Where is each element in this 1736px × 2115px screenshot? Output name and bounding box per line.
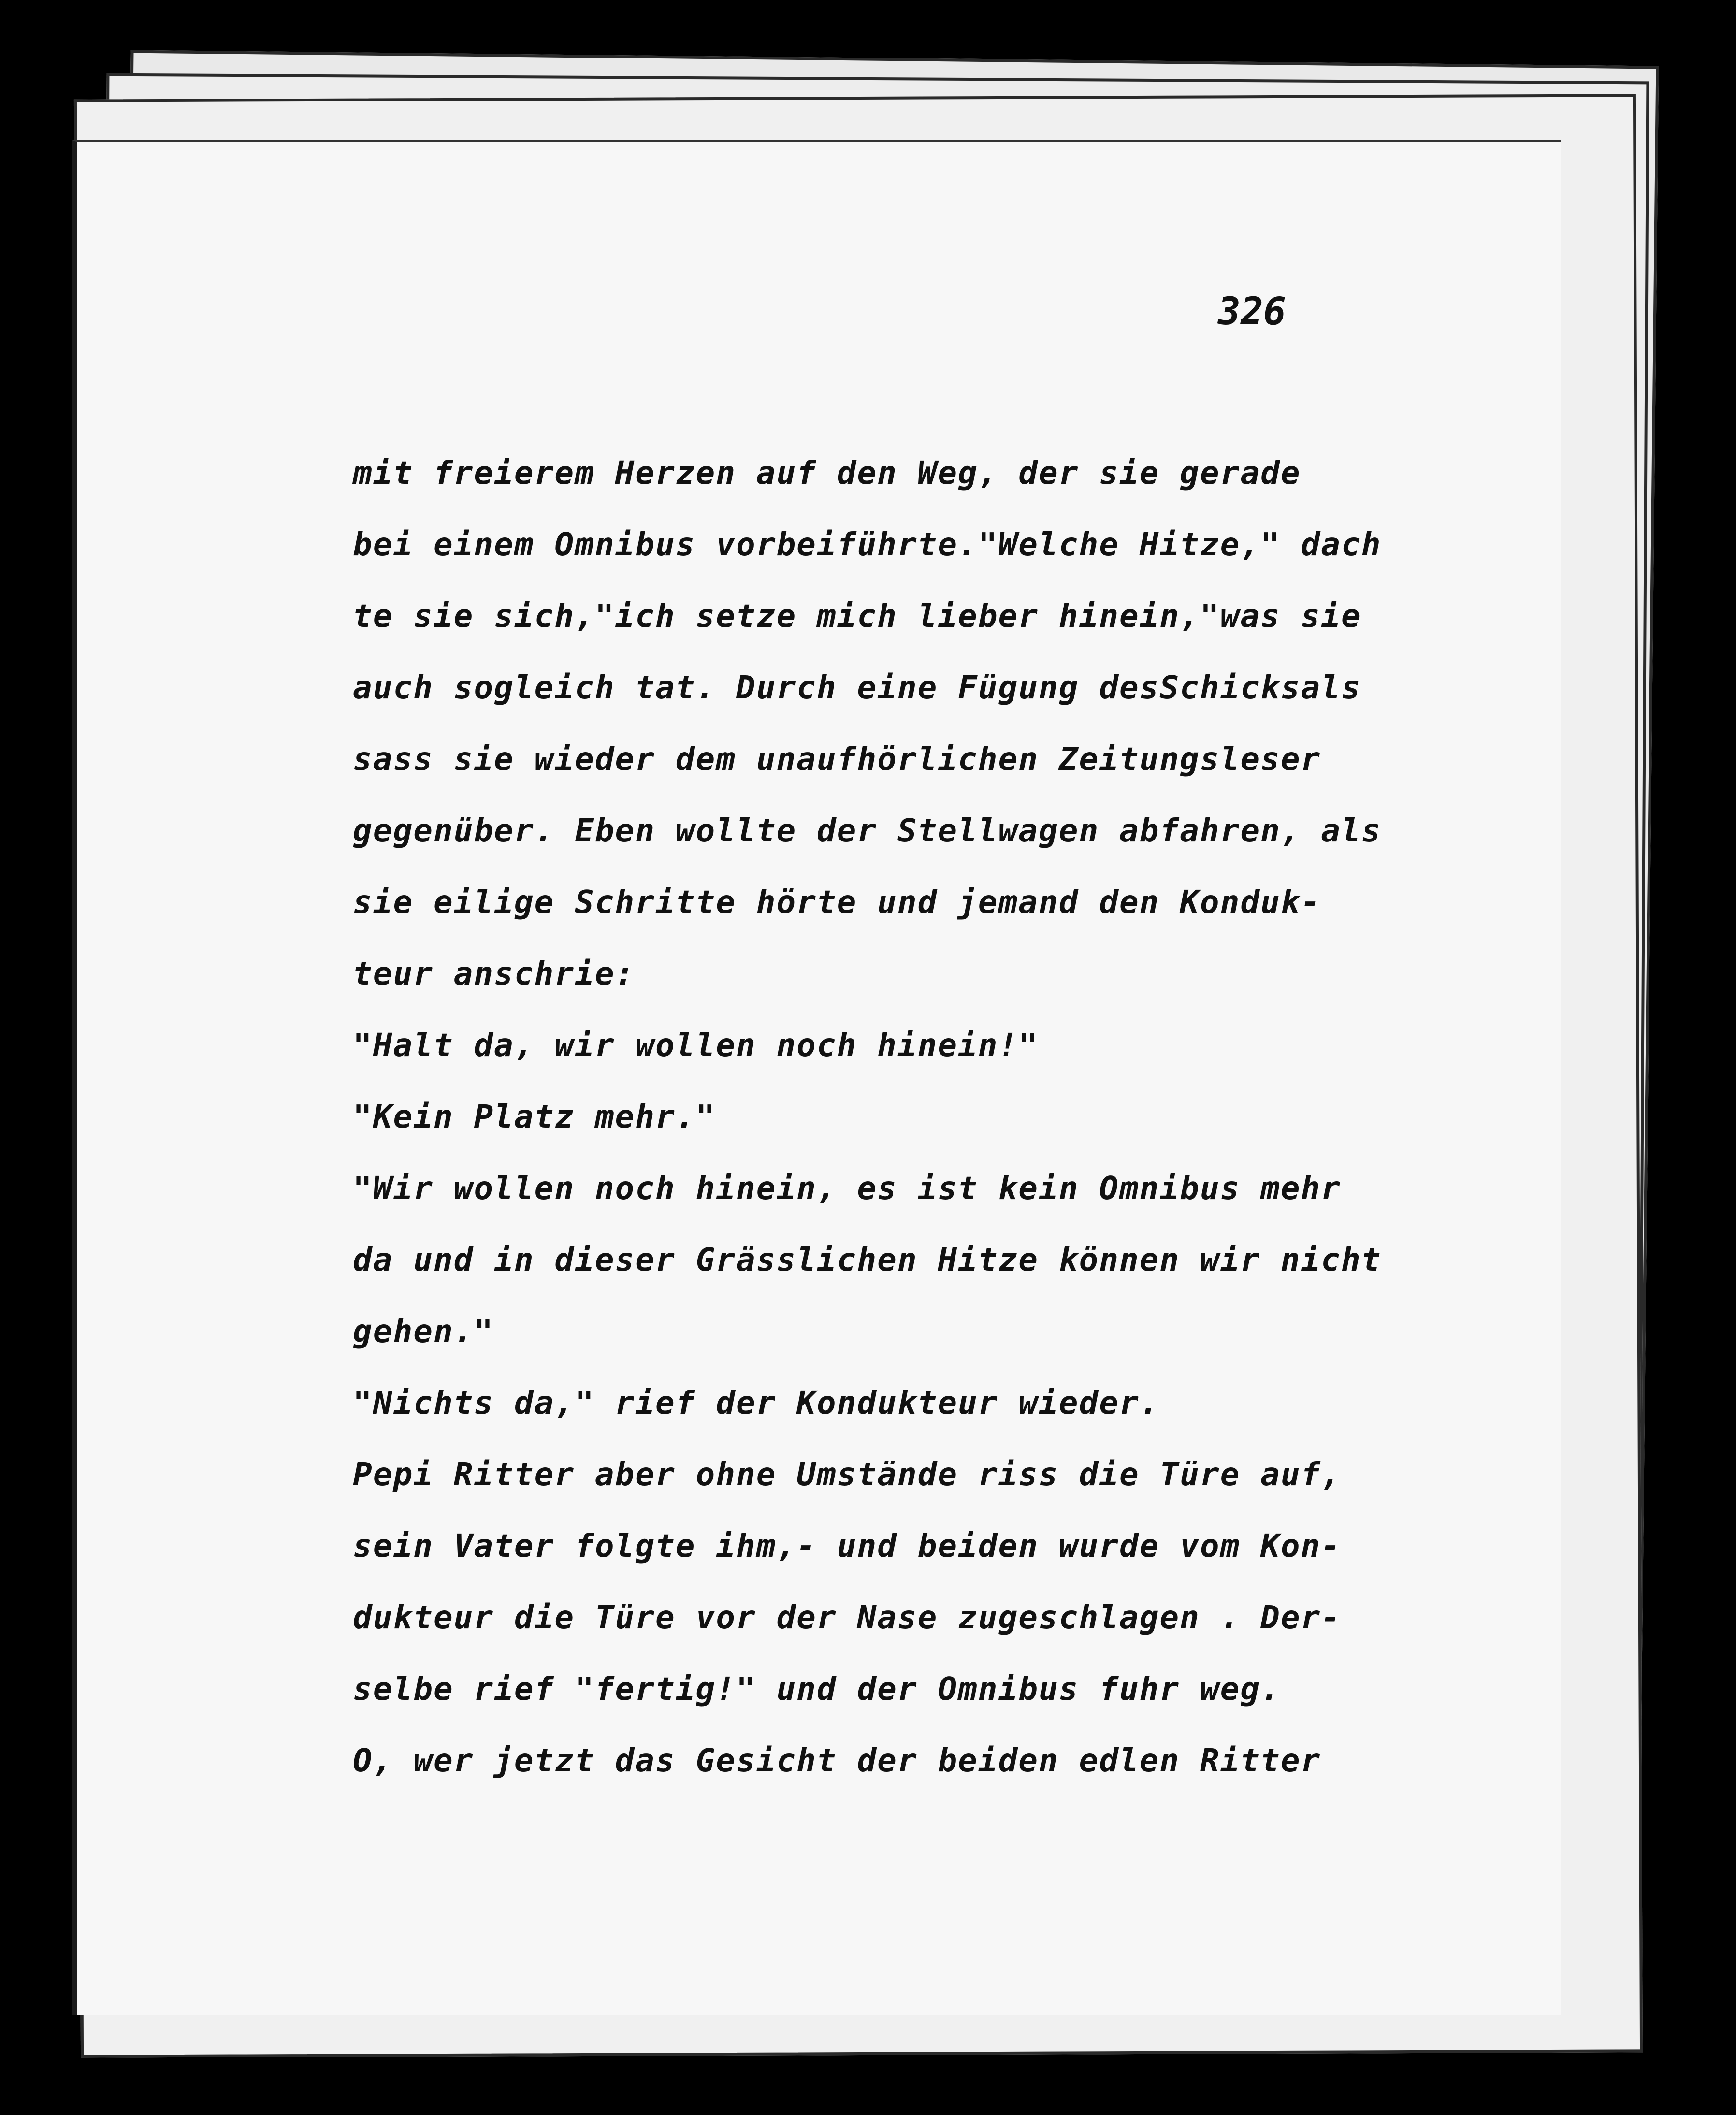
text-line: gegenüber. Eben wollte der Stellwagen abfahren, als	[353, 812, 1382, 849]
text-line: selbe rief "fertig!" und der Omnibus fuhr weg.	[353, 1670, 1281, 1708]
text-line: auch sogleich tat. Durch eine Fügung desSchicksals	[353, 669, 1361, 706]
text-line: sass sie wieder dem unaufhörlichen Zeitungsleser	[353, 740, 1321, 778]
text-line: Pepi Ritter aber ohne Umstände riss die Türe auf,	[353, 1456, 1342, 1493]
page-number: 326	[1218, 290, 1286, 333]
text-line: "Halt da, wir wollen noch hinein!"	[353, 1027, 1039, 1064]
text-line: sie eilige Schritte hörte und jemand den Konduk-	[353, 884, 1321, 921]
text-line: sein Vater folgte ihm,- und beiden wurde vom Kon-	[353, 1527, 1342, 1565]
text-line: "Nichts da," rief der Kondukteur wieder.	[353, 1384, 1160, 1421]
text-line: te sie sich,"ich setze mich lieber hinein,"was sie	[353, 597, 1361, 635]
text-line: "Wir wollen noch hinein, es ist kein Omnibus mehr	[353, 1170, 1342, 1207]
text-line: gehen."	[353, 1313, 494, 1350]
typed-text-body	[353, 437, 1513, 1796]
text-line: dukteur die Türe vor der Nase zugeschlagen . Der-	[353, 1599, 1342, 1636]
text-line: mit freierem Herzen auf den Weg, der sie gerade	[353, 454, 1301, 492]
text-line: O, wer jetzt das Gesicht der beiden edlen Ritter	[353, 1742, 1321, 1779]
text-line: teur anschrie:	[353, 955, 636, 992]
text-line: bei einem Omnibus vorbeiführte."Welche Hitze," dach	[353, 526, 1382, 563]
text-line: "Kein Platz mehr."	[353, 1098, 716, 1135]
text-line: da und in dieser Grässlichen Hitze können wir nicht	[353, 1241, 1382, 1278]
